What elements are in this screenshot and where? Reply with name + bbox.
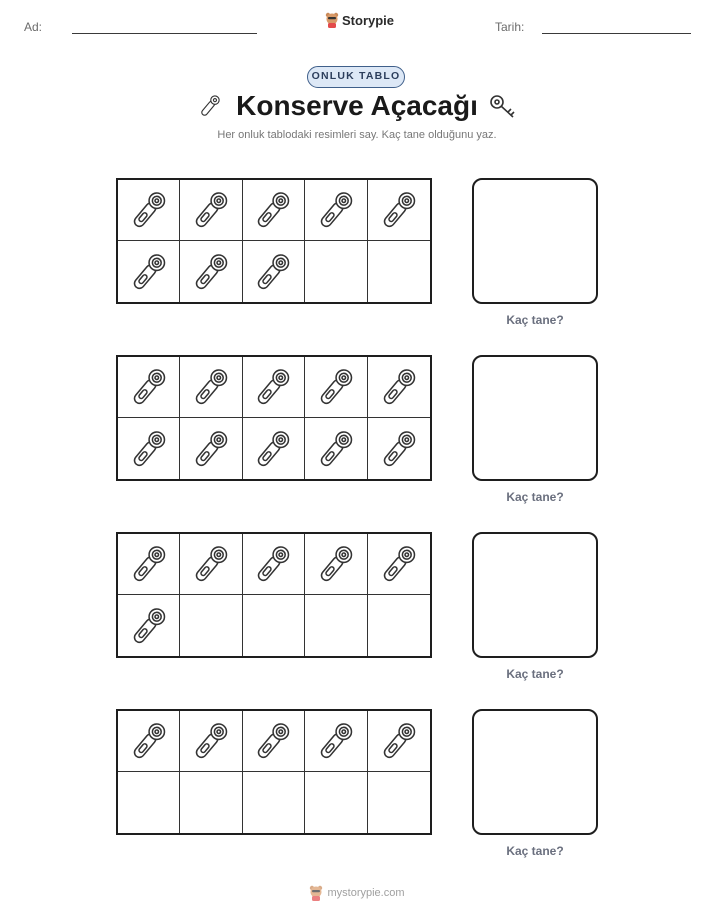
- footer-url: mystorypie.com: [327, 887, 405, 899]
- frame-cell: [243, 772, 305, 833]
- frame-cell: [243, 357, 305, 418]
- frame-cell: [305, 534, 367, 595]
- frame-cell: [305, 418, 367, 479]
- frame-cell: [368, 241, 430, 302]
- can-opener-icon: [127, 604, 171, 648]
- can-opener-icon: [189, 719, 233, 763]
- frame-cell: [305, 357, 367, 418]
- category-badge: ONLUK TABLO: [307, 66, 405, 88]
- page-title: Konserve Açacağı: [236, 90, 478, 121]
- can-opener-icon: [377, 719, 421, 763]
- can-opener-icon: [251, 427, 295, 471]
- bear-mascot-icon: [325, 12, 339, 28]
- can-opener-icon: [377, 188, 421, 232]
- frame-cell: [118, 595, 180, 656]
- ten-frame-4: [116, 709, 432, 835]
- can-opener-icon: [189, 188, 233, 232]
- can-opener-icon: [251, 250, 295, 294]
- frame-cell: [368, 180, 430, 241]
- frame-cell: [368, 711, 430, 772]
- frame-cell: [118, 180, 180, 241]
- can-opener-icon: [127, 188, 171, 232]
- key-icon: [488, 93, 518, 121]
- answer-label-2: Kaç tane?: [506, 490, 564, 504]
- name-line[interactable]: [72, 33, 257, 34]
- can-opener-icon: [251, 719, 295, 763]
- frame-cell: [305, 711, 367, 772]
- frame-cell: [118, 418, 180, 479]
- answer-label-1: Kaç tane?: [506, 313, 564, 327]
- frame-cell: [368, 772, 430, 833]
- frame-cell: [305, 241, 367, 302]
- can-opener-icon: [314, 719, 358, 763]
- frame-cell: [243, 241, 305, 302]
- can-opener-icon: [314, 542, 358, 586]
- brand-name: Storypie: [342, 12, 395, 28]
- can-opener-icon: [127, 542, 171, 586]
- can-opener-icon: [127, 719, 171, 763]
- answer-box-3[interactable]: [472, 532, 598, 658]
- can-opener-icon: [314, 365, 358, 409]
- frame-cell: [180, 180, 242, 241]
- can-opener-icon: [127, 427, 171, 471]
- can-opener-icon: [127, 365, 171, 409]
- ten-frame-2: [116, 355, 432, 481]
- can-opener-icon: [189, 542, 233, 586]
- date-label: Tarih:: [495, 20, 525, 34]
- can-opener-icon: [377, 542, 421, 586]
- frame-cell: [180, 418, 242, 479]
- answer-box-1[interactable]: [472, 178, 598, 304]
- frame-cell: [180, 241, 242, 302]
- name-label: Ad:: [24, 20, 43, 34]
- can-opener-icon: [314, 427, 358, 471]
- ten-frame-3: [116, 532, 432, 658]
- can-opener-icon: [251, 188, 295, 232]
- can-opener-icon: [251, 542, 295, 586]
- brand-logo: [325, 12, 394, 28]
- frame-cell: [180, 595, 242, 656]
- frame-cell: [118, 241, 180, 302]
- answer-box-2[interactable]: [472, 355, 598, 481]
- frame-cell: [118, 711, 180, 772]
- frame-cell: [180, 772, 242, 833]
- frame-cell: [243, 595, 305, 656]
- frame-cell: [368, 595, 430, 656]
- date-line[interactable]: [542, 33, 691, 34]
- ten-frame-1: [116, 178, 432, 304]
- instructions: Her onluk tablodaki resimleri say. Kaç tane olduğunu yaz.: [217, 129, 497, 141]
- answer-label-3: Kaç tane?: [506, 667, 564, 681]
- frame-cell: [118, 357, 180, 418]
- frame-cell: [118, 772, 180, 833]
- can-opener-icon: [189, 365, 233, 409]
- frame-cell: [180, 711, 242, 772]
- frame-cell: [368, 418, 430, 479]
- frame-cell: [180, 357, 242, 418]
- can-opener-icon: [189, 427, 233, 471]
- bear-mascot-icon: [309, 885, 323, 901]
- frame-cell: [243, 534, 305, 595]
- can-opener-icon: [189, 250, 233, 294]
- answer-box-4[interactable]: [472, 709, 598, 835]
- can-opener-icon: [377, 427, 421, 471]
- can-opener-icon: [377, 365, 421, 409]
- can-opener-icon: [314, 188, 358, 232]
- frame-cell: [243, 180, 305, 241]
- frame-cell: [305, 595, 367, 656]
- frame-cell: [118, 534, 180, 595]
- frame-cell: [305, 180, 367, 241]
- answer-label-4: Kaç tane?: [506, 844, 564, 858]
- can-opener-icon: [251, 365, 295, 409]
- frame-cell: [368, 534, 430, 595]
- can-opener-icon: [127, 250, 171, 294]
- frame-cell: [243, 418, 305, 479]
- frame-cell: [243, 711, 305, 772]
- footer: [0, 885, 714, 901]
- frame-cell: [180, 534, 242, 595]
- frame-cell: [305, 772, 367, 833]
- frame-cell: [368, 357, 430, 418]
